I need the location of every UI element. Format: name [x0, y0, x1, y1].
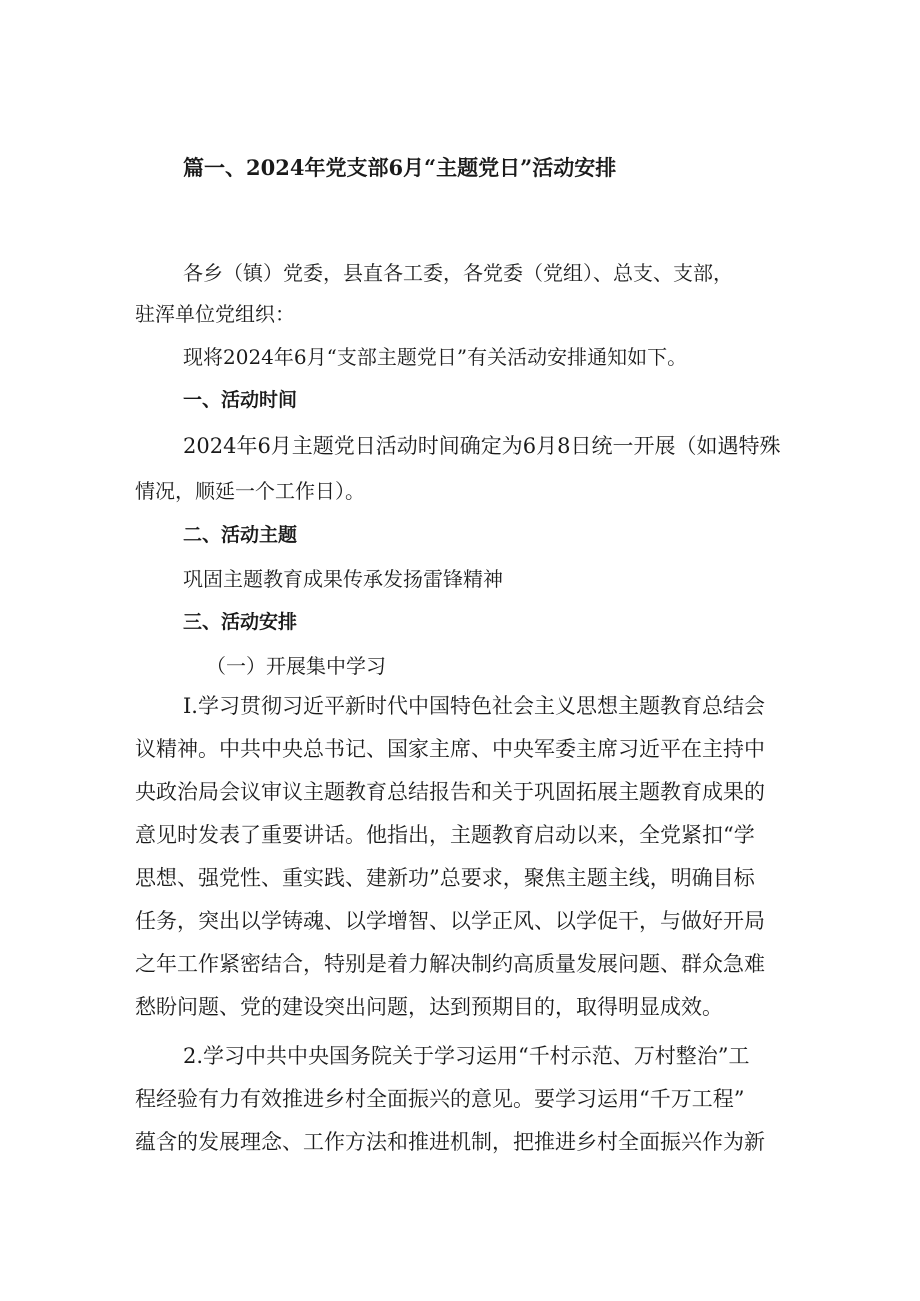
paragraph-line: 央政治局会议审议主题教育总结报告和关于巩固拓展主题教育成果的 — [135, 780, 765, 804]
paragraph-line: 思想、强党性、重实践、建新功”总要求，聚焦主题主线，明确目标 — [135, 866, 755, 890]
paragraph-line: 2024年6月主题党日活动时间确定为6月8日统一开展（如遇特殊 — [183, 434, 781, 458]
paragraph-line: 2.学习中共中央国务院关于学习运用“千村示范、万村整治”工 — [183, 1044, 750, 1068]
paragraph-line: 蕴含的发展理念、工作方法和推进机制，把推进乡村全面振兴作为新 — [135, 1130, 765, 1154]
subsection-heading: （一）开展集中学习 — [206, 654, 386, 678]
paragraph-line: 之年工作紧密结合，特别是着力解决制约高质量发展问题、群众急难 — [135, 952, 765, 976]
paragraph-line: 愁盼问题、党的建设突出问题，达到预期目的，取得明显成效。 — [135, 995, 723, 1019]
salutation-line: 驻浑单位党组织： — [135, 302, 295, 326]
section-heading-arrangement: 三、活动安排 — [183, 611, 298, 633]
paragraph-line: 议精神。中共中央总书记、国家主席、中央军委主席习近平在主持中 — [135, 737, 765, 761]
paragraph-line: 任务，突出以学铸魂、以学增智、以学正风、以学促干，与做好开局 — [135, 909, 765, 933]
paragraph-line: 意见时发表了重要讲话。他指出，主题教育启动以来，全党紧扣“学 — [135, 823, 755, 847]
document-title: 篇一、2024年党支部6月“主题党日”活动安排 — [183, 155, 617, 180]
paragraph-line: 程经验有力有效推进乡村全面振兴的意见。要学习运用“千万工程” — [135, 1087, 745, 1111]
intro-paragraph: 现将2024年6月“支部主题党日”有关活动安排通知如下。 — [183, 345, 688, 369]
section-heading-theme: 二、活动主题 — [183, 524, 298, 546]
theme-text: 巩固主题教育成果传承发扬雷锋精神 — [183, 567, 503, 591]
salutation-line: 各乡（镇）党委，县直各工委，各党委（党组）、总支、支部， — [183, 261, 733, 285]
section-heading-time: 一、活动时间 — [183, 389, 298, 411]
paragraph-line: 情况，顺延一个工作日）。 — [135, 479, 365, 503]
paragraph-line: I.学习贯彻习近平新时代中国特色社会主义思想主题教育总结会 — [183, 694, 765, 718]
